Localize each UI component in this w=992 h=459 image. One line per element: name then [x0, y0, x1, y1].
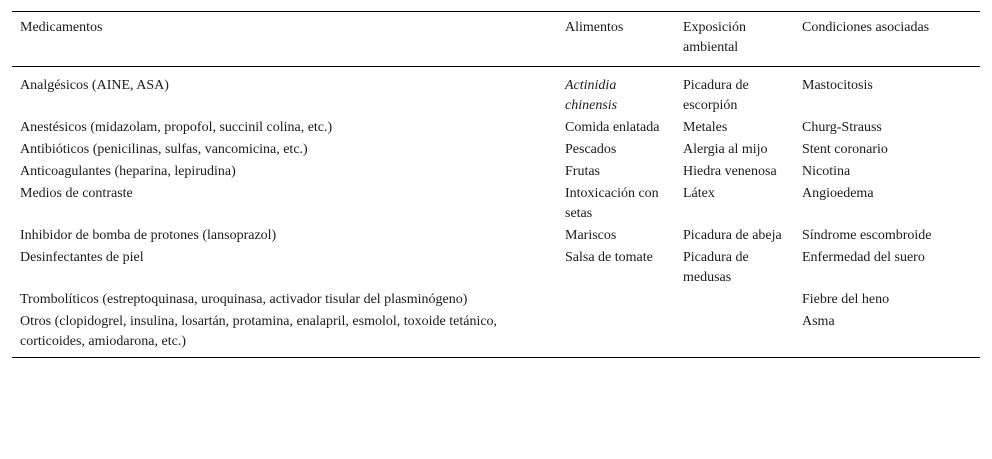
cell-exposicion: Metales	[683, 120, 728, 135]
cell-condiciones: Enfermedad del suero	[802, 250, 925, 265]
cell-exposicion: Picadura de medusas	[683, 250, 749, 285]
cell-condiciones: Stent coronario	[802, 142, 888, 157]
cell-exposicion	[675, 288, 794, 310]
cell-condiciones: Angioedema	[802, 186, 874, 201]
cell-medicamentos: Anestésicos (midazolam, propofol, succinil colina, etc.)	[20, 120, 333, 135]
table-row	[12, 182, 980, 224]
cell-medicamentos: Medios de contraste	[20, 186, 133, 201]
cell-alimentos: Mariscos	[565, 228, 617, 243]
cell-condiciones: Nicotina	[802, 164, 851, 179]
header-medicamentos: Medicamentos	[20, 20, 103, 35]
cell-medicamentos: Anticoagulantes (heparina, lepirudina)	[20, 164, 236, 179]
header-condiciones-asociadas: Condiciones asociadas	[802, 20, 930, 35]
table-row	[12, 116, 980, 138]
table-row	[12, 288, 980, 310]
cell-exposicion	[675, 310, 794, 358]
table-row	[12, 310, 980, 358]
causes-table-container	[12, 11, 980, 358]
cell-exposicion: Alergia al mijo	[683, 142, 768, 157]
cell-exposicion: Picadura de abeja	[683, 228, 782, 243]
cell-medicamentos: Otros (clopidogrel, insulina, losartán, protamina, enalapril, esmolol, toxoide tetánico, corticoides, amiodarona, etc.)	[20, 314, 498, 349]
cell-alimentos	[557, 310, 675, 358]
cell-alimentos: Comida enlatada	[565, 120, 660, 135]
cell-condiciones: Fiebre del heno	[802, 292, 890, 307]
table-row	[12, 67, 980, 117]
cell-alimentos: Pescados	[565, 142, 617, 157]
table-body	[12, 67, 980, 358]
header-exposicion-ambiental: Exposición ambiental	[683, 20, 746, 55]
cell-medicamentos: Trombolíticos (estreptoquinasa, uroquinasa, activador tisular del plasminógeno)	[20, 292, 468, 307]
header-row	[12, 12, 980, 67]
cell-alimentos: Intoxicación con setas	[565, 186, 659, 221]
cell-medicamentos: Analgésicos (AINE, ASA)	[20, 78, 169, 93]
cell-condiciones: Mastocitosis	[802, 78, 873, 93]
causes-table	[12, 11, 980, 358]
table-row	[12, 246, 980, 288]
table-row	[12, 224, 980, 246]
header-alimentos: Alimentos	[565, 20, 624, 35]
cell-medicamentos: Antibióticos (penicilinas, sulfas, vancomicina, etc.)	[20, 142, 308, 157]
cell-exposicion: Picadura de escorpión	[683, 78, 749, 113]
cell-medicamentos: Inhibidor de bomba de protones (lansoprazol)	[20, 228, 277, 243]
cell-exposicion: Hiedra venenosa	[683, 164, 777, 179]
table-row	[12, 138, 980, 160]
cell-alimentos: Actinidia chinensis	[565, 78, 618, 113]
table-header	[12, 12, 980, 67]
cell-medicamentos: Desinfectantes de piel	[20, 250, 144, 265]
cell-exposicion: Látex	[683, 186, 715, 201]
cell-alimentos: Frutas	[565, 164, 600, 179]
cell-condiciones: Asma	[802, 314, 835, 329]
cell-alimentos	[557, 288, 675, 310]
cell-condiciones: Síndrome escombroide	[802, 228, 932, 243]
cell-condiciones: Churg-Strauss	[802, 120, 882, 135]
cell-alimentos: Salsa de tomate	[565, 250, 653, 265]
table-row	[12, 160, 980, 182]
